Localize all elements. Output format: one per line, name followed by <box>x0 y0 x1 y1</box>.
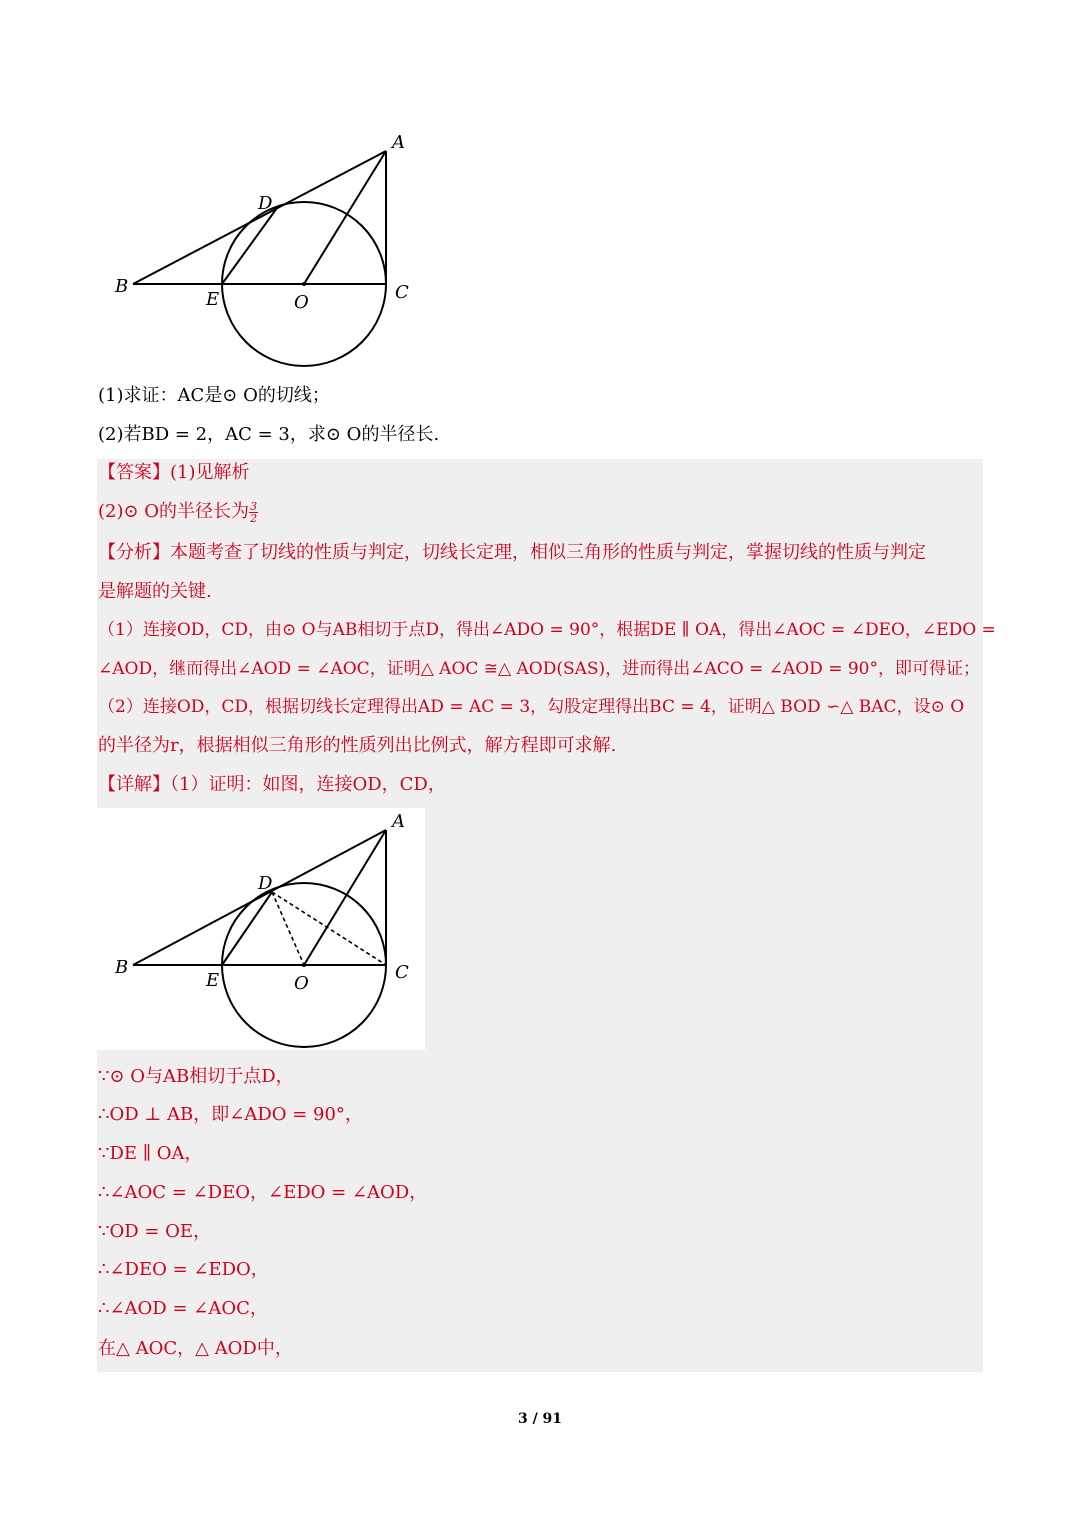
proof-step: ∴∠AOD = ∠AOC， <box>98 1298 268 1319</box>
label-b-2: B <box>115 957 129 978</box>
label-d-2: D <box>258 873 273 894</box>
analysis-line-3: （1）连接OD，CD，由⊙ O与AB相切于点D，得出∠ADO = 90°，根据DE ∥ OA，得出∠AOC = ∠DEO，∠EDO = <box>98 620 996 640</box>
point-o-2 <box>302 963 306 967</box>
geometry-figure-1 <box>105 125 425 375</box>
geometry-figure-2 <box>105 808 425 1050</box>
proof-step: ∵DE ∥ OA， <box>98 1143 203 1164</box>
proof-step: ∴OD ⊥ AB，即∠ADO = 90°， <box>98 1104 363 1125</box>
proof-step: 在△ AOC，△ AOD中， <box>98 1338 293 1359</box>
label-o-2: O <box>294 973 309 994</box>
answer-label: 【答案】 <box>98 462 170 483</box>
line-ba-2 <box>133 830 386 965</box>
analysis-line-2: 是解题的关键. <box>98 581 212 602</box>
answer-line-1 <box>98 461 250 485</box>
label-a-2: A <box>392 811 405 832</box>
analysis-line-5: （2）连接OD，CD，根据切线长定理得出AD = AC = 3，勾股定理得出BC = 4，证明△ BOD ∽△ BAC，设⊙ O <box>98 697 965 717</box>
point-o <box>302 282 306 286</box>
dashed-cd <box>272 892 386 965</box>
analysis-line-6: 的半径为r，根据相似三角形的性质列出比例式，解方程即可求解. <box>98 735 617 756</box>
page-number: 3 / 91 <box>517 1411 563 1427</box>
analysis-line-1: 【分析】本题考查了切线的性质与判定，切线长定理，相似三角形的性质与判定，掌握切线的性质与判定 <box>98 542 926 563</box>
label-d: D <box>258 193 273 214</box>
proof-step: ∵⊙ O与AB相切于点D， <box>98 1066 294 1087</box>
answer-part-1: (1)见解析 <box>170 462 250 483</box>
label-e-2: E <box>206 970 220 991</box>
label-e: E <box>206 289 220 310</box>
line-ao-2 <box>304 830 386 965</box>
fraction-numerator: 3 <box>250 499 258 513</box>
dashed-od <box>272 892 304 965</box>
question-part-1: (1)求证：AC是⊙ O的切线； <box>98 385 330 406</box>
radius-fraction <box>249 501 258 524</box>
line-ba <box>133 151 386 284</box>
label-c-2: C <box>395 962 409 983</box>
proof-step: ∴∠AOC = ∠DEO，∠EDO = ∠AOD， <box>98 1182 428 1203</box>
answer-line-2 <box>98 500 258 524</box>
proof-step: ∴∠DEO = ∠EDO， <box>98 1259 269 1280</box>
fraction-denominator: 2 <box>250 511 258 525</box>
label-a: A <box>392 132 405 153</box>
question-part-2: (2)若BD = 2，AC = 3，求⊙ O的半径长. <box>98 424 440 445</box>
line-ao <box>304 151 386 284</box>
analysis-line-4: ∠AOD，继而得出∠AOD = ∠AOC，证明△ AOC ≅△ AOD(SAS)，进而得出∠ACO = ∠AOD = 90°，即可得证； <box>98 659 980 679</box>
label-o: O <box>294 292 309 313</box>
detail-label: 【详解】（1）证明：如图，连接OD，CD， <box>98 774 446 795</box>
label-c: C <box>395 282 409 303</box>
label-b: B <box>115 276 129 297</box>
proof-step: ∵OD = OE， <box>98 1221 212 1242</box>
answer-part-2: (2)⊙ O的半径长为 <box>98 501 250 522</box>
